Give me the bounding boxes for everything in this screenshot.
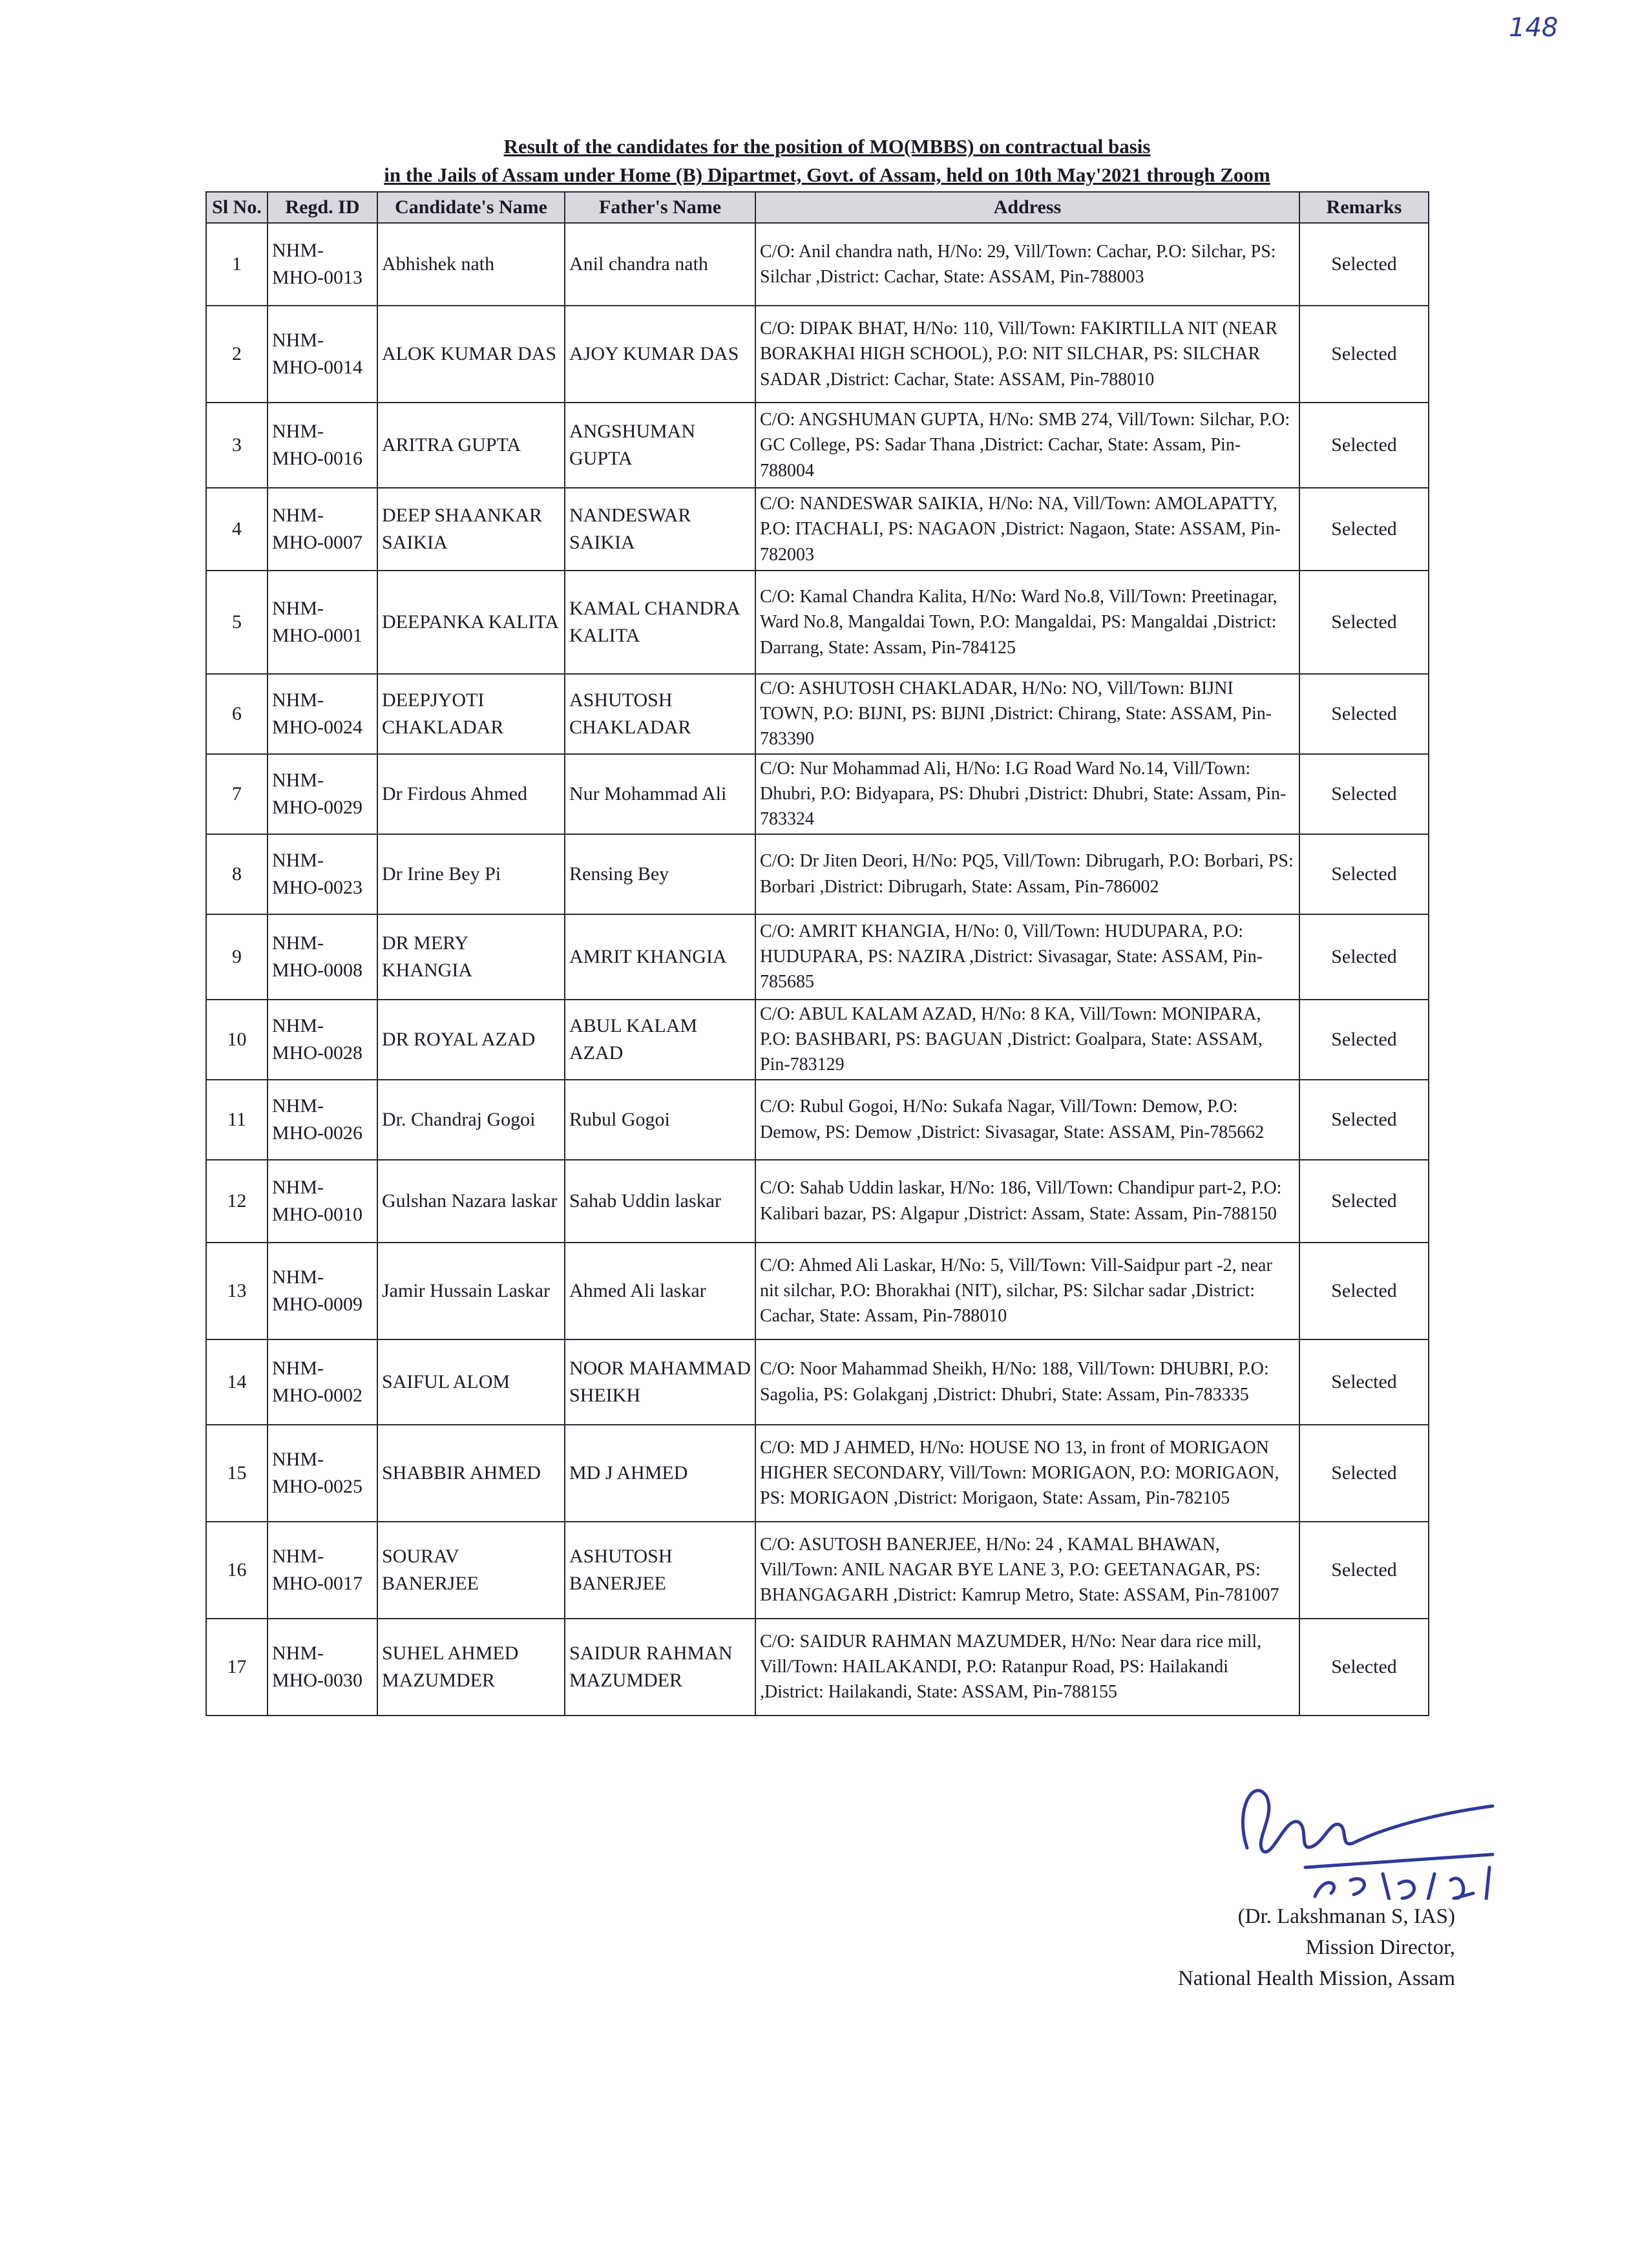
table-row bbox=[206, 674, 1429, 754]
cell-candidate-name: Jamir Hussain Laskar bbox=[377, 1243, 565, 1339]
cell-address: C/O: AMRIT KHANGIA, H/No: 0, Vill/Town: HUDUPARA, P.O: HUDUPARA, PS: NAZIRA ,District: Sivasagar, State: ASSAM, Pin-785685 bbox=[755, 914, 1299, 1000]
cell-regd-id: NHM-MHO-0009 bbox=[268, 1243, 377, 1339]
cell-sl-no: 7 bbox=[206, 754, 268, 834]
cell-remarks: Selected bbox=[1299, 754, 1429, 834]
cell-regd-id: NHM-MHO-0026 bbox=[268, 1080, 377, 1160]
table-row bbox=[206, 306, 1429, 403]
cell-remarks: Selected bbox=[1299, 914, 1429, 1000]
cell-father-name: Nur Mohammad Ali bbox=[565, 754, 755, 834]
table-row bbox=[206, 1160, 1429, 1243]
cell-address: C/O: Rubul Gogoi, H/No: Sukafa Nagar, Vill/Town: Demow, P.O: Demow, PS: Demow ,District: Sivasagar, State: ASSAM, Pin-785662 bbox=[755, 1080, 1299, 1160]
cell-sl-no: 12 bbox=[206, 1160, 268, 1243]
cell-father-name: NANDESWAR SAIKIA bbox=[565, 488, 755, 571]
cell-regd-id: NHM-MHO-0014 bbox=[268, 306, 377, 403]
cell-regd-id: NHM-MHO-0001 bbox=[268, 571, 377, 674]
cell-address: C/O: Noor Mahammad Sheikh, H/No: 188, Vill/Town: DHUBRI, P.O: Sagolia, PS: Golakganj ,District: Dhubri, State: Assam, Pin-783335 bbox=[755, 1339, 1299, 1425]
cell-candidate-name: ALOK KUMAR DAS bbox=[377, 306, 565, 403]
cell-address: C/O: Dr Jiten Deori, H/No: PQ5, Vill/Town: Dibrugarh, P.O: Borbari, PS: Borbari ,District: Dibrugarh, State: Assam, Pin-786002 bbox=[755, 834, 1299, 914]
cell-regd-id: NHM-MHO-0029 bbox=[268, 754, 377, 834]
cell-regd-id: NHM-MHO-0028 bbox=[268, 1000, 377, 1080]
cell-candidate-name: SUHEL AHMED MAZUMDER bbox=[377, 1619, 565, 1716]
cell-regd-id: NHM-MHO-0013 bbox=[268, 223, 377, 306]
results-table-body bbox=[206, 223, 1429, 1716]
cell-regd-id: NHM-MHO-0025 bbox=[268, 1425, 377, 1522]
cell-remarks: Selected bbox=[1299, 1000, 1429, 1080]
cell-candidate-name: Dr. Chandraj Gogoi bbox=[377, 1080, 565, 1160]
cell-father-name: AMRIT KHANGIA bbox=[565, 914, 755, 1000]
signatory-name: (Dr. Lakshmanan S, IAS) bbox=[1237, 1905, 1455, 1928]
cell-father-name: ASHUTOSH CHAKLADAR bbox=[565, 674, 755, 754]
header-regd-id: Regd. ID bbox=[268, 192, 377, 223]
cell-remarks: Selected bbox=[1299, 1080, 1429, 1160]
cell-candidate-name: DEEPJYOTI CHAKLADAR bbox=[377, 674, 565, 754]
cell-remarks: Selected bbox=[1299, 674, 1429, 754]
cell-sl-no: 3 bbox=[206, 403, 268, 488]
cell-remarks: Selected bbox=[1299, 834, 1429, 914]
cell-father-name: Rensing Bey bbox=[565, 834, 755, 914]
cell-remarks: Selected bbox=[1299, 1619, 1429, 1716]
cell-regd-id: NHM-MHO-0002 bbox=[268, 1339, 377, 1425]
cell-address: C/O: SAIDUR RAHMAN MAZUMDER, H/No: Near dara rice mill, Vill/Town: HAILAKANDI, P.O: Ratanpur Road, PS: Hailakandi ,District: Hailakandi, State: ASSAM, Pin-788155 bbox=[755, 1619, 1299, 1716]
cell-father-name: Ahmed Ali laskar bbox=[565, 1243, 755, 1339]
cell-address: C/O: MD J AHMED, H/No: HOUSE NO 13, in front of MORIGAON HIGHER SECONDARY, Vill/Town: MORIGAON, P.O: MORIGAON, PS: MORIGAON ,District: Morigaon, State: Assam, Pin-782105 bbox=[755, 1425, 1299, 1522]
cell-sl-no: 11 bbox=[206, 1080, 268, 1160]
cell-remarks: Selected bbox=[1299, 571, 1429, 674]
cell-candidate-name: DR ROYAL AZAD bbox=[377, 1000, 565, 1080]
cell-father-name: KAMAL CHANDRA KALITA bbox=[565, 571, 755, 674]
cell-candidate-name: ARITRA GUPTA bbox=[377, 403, 565, 488]
cell-address: C/O: ABUL KALAM AZAD, H/No: 8 KA, Vill/Town: MONIPARA, P.O: BASHBARI, PS: BAGUAN ,District: Goalpara, State: ASSAM, Pin-783129 bbox=[755, 1000, 1299, 1080]
cell-regd-id: NHM-MHO-0010 bbox=[268, 1160, 377, 1243]
cell-father-name: Anil chandra nath bbox=[565, 223, 755, 306]
cell-remarks: Selected bbox=[1299, 1160, 1429, 1243]
document-title bbox=[194, 132, 1460, 189]
header-candidate-name: Candidate's Name bbox=[377, 192, 565, 223]
cell-remarks: Selected bbox=[1299, 1425, 1429, 1522]
table-row bbox=[206, 914, 1429, 1000]
signatory-designation: Mission Director, bbox=[1305, 1936, 1455, 1959]
cell-remarks: Selected bbox=[1299, 1243, 1429, 1339]
cell-sl-no: 9 bbox=[206, 914, 268, 1000]
table-row bbox=[206, 834, 1429, 914]
table-row bbox=[206, 1522, 1429, 1619]
title-line-2: in the Jails of Assam under Home (B) Dipartmet, Govt. of Assam, held on 10th May'2021 through Zoom bbox=[384, 163, 1270, 186]
header-remarks: Remarks bbox=[1299, 192, 1429, 223]
cell-father-name: MD J AHMED bbox=[565, 1425, 755, 1522]
cell-sl-no: 14 bbox=[206, 1339, 268, 1425]
signatory-block bbox=[1178, 1901, 1455, 1994]
cell-address: C/O: ANGSHUMAN GUPTA, H/No: SMB 274, Vill/Town: Silchar, P.O: GC College, PS: Sadar Thana ,District: Cachar, State: Assam, Pin-788004 bbox=[755, 403, 1299, 488]
cell-address: C/O: ASUTOSH BANERJEE, H/No: 24 , KAMAL BHAWAN, Vill/Town: ANIL NAGAR BYE LANE 3, P.O: GEETANAGAR, PS: BHANGAGARH ,District: Kamrup Metro, State: ASSAM, Pin-781007 bbox=[755, 1522, 1299, 1619]
table-row bbox=[206, 1339, 1429, 1425]
header-father-name: Father's Name bbox=[565, 192, 755, 223]
cell-remarks: Selected bbox=[1299, 488, 1429, 571]
cell-address: C/O: Sahab Uddin laskar, H/No: 186, Vill/Town: Chandipur part-2, P.O: Kalibari bazar, PS: Algapur ,District: Assam, State: Assam, Pin-788150 bbox=[755, 1160, 1299, 1243]
signatory-organization: National Health Mission, Assam bbox=[1178, 1967, 1455, 1990]
cell-candidate-name: Dr Firdous Ahmed bbox=[377, 754, 565, 834]
cell-father-name: SAIDUR RAHMAN MAZUMDER bbox=[565, 1619, 755, 1716]
cell-remarks: Selected bbox=[1299, 403, 1429, 488]
cell-candidate-name: Abhishek nath bbox=[377, 223, 565, 306]
cell-address: C/O: DIPAK BHAT, H/No: 110, Vill/Town: FAKIRTILLA NIT (NEAR BORAKHAI HIGH SCHOOL), P.O: NIT SILCHAR, PS: SILCHAR SADAR ,District: Cachar, State: ASSAM, Pin-788010 bbox=[755, 306, 1299, 403]
cell-candidate-name: Gulshan Nazara laskar bbox=[377, 1160, 565, 1243]
results-table bbox=[205, 191, 1429, 1716]
cell-address: C/O: Anil chandra nath, H/No: 29, Vill/Town: Cachar, P.O: Silchar, PS: Silchar ,District: Cachar, State: ASSAM, Pin-788003 bbox=[755, 223, 1299, 306]
table-row bbox=[206, 403, 1429, 488]
cell-father-name: Sahab Uddin laskar bbox=[565, 1160, 755, 1243]
cell-sl-no: 1 bbox=[206, 223, 268, 306]
cell-father-name: ABUL KALAM AZAD bbox=[565, 1000, 755, 1080]
cell-remarks: Selected bbox=[1299, 1339, 1429, 1425]
table-row bbox=[206, 1000, 1429, 1080]
cell-candidate-name: SHABBIR AHMED bbox=[377, 1425, 565, 1522]
cell-candidate-name: DEEP SHAANKAR SAIKIA bbox=[377, 488, 565, 571]
title-line-1: Result of the candidates for the position of MO(MBBS) on contractual basis bbox=[503, 135, 1151, 158]
cell-candidate-name: Dr Irine Bey Pi bbox=[377, 834, 565, 914]
cell-father-name: AJOY KUMAR DAS bbox=[565, 306, 755, 403]
cell-remarks: Selected bbox=[1299, 223, 1429, 306]
table-row bbox=[206, 488, 1429, 571]
table-row bbox=[206, 223, 1429, 306]
cell-candidate-name: DEEPANKA KALITA bbox=[377, 571, 565, 674]
cell-address: C/O: Kamal Chandra Kalita, H/No: Ward No.8, Vill/Town: Preetinagar, Ward No.8, Mangaldai Town, P.O: Mangaldai, PS: Mangaldai ,District: Darrang, State: Assam, Pin-784125 bbox=[755, 571, 1299, 674]
table-row bbox=[206, 1080, 1429, 1160]
cell-sl-no: 15 bbox=[206, 1425, 268, 1522]
cell-sl-no: 10 bbox=[206, 1000, 268, 1080]
table-row bbox=[206, 1243, 1429, 1339]
cell-sl-no: 6 bbox=[206, 674, 268, 754]
cell-regd-id: NHM-MHO-0008 bbox=[268, 914, 377, 1000]
handwritten-signature bbox=[1228, 1770, 1531, 1900]
table-header-row bbox=[206, 192, 1429, 223]
header-sl-no: Sl No. bbox=[206, 192, 268, 223]
header-address: Address bbox=[755, 192, 1299, 223]
cell-address: C/O: ASHUTOSH CHAKLADAR, H/No: NO, Vill/Town: BIJNI TOWN, P.O: BIJNI, PS: BIJNI ,District: Chirang, State: ASSAM, Pin-783390 bbox=[755, 674, 1299, 754]
cell-regd-id: NHM-MHO-0030 bbox=[268, 1619, 377, 1716]
cell-regd-id: NHM-MHO-0024 bbox=[268, 674, 377, 754]
cell-father-name: ANGSHUMAN GUPTA bbox=[565, 403, 755, 488]
cell-sl-no: 5 bbox=[206, 571, 268, 674]
cell-regd-id: NHM-MHO-0017 bbox=[268, 1522, 377, 1619]
cell-regd-id: NHM-MHO-0007 bbox=[268, 488, 377, 571]
cell-sl-no: 16 bbox=[206, 1522, 268, 1619]
cell-sl-no: 8 bbox=[206, 834, 268, 914]
cell-father-name: NOOR MAHAMMAD SHEIKH bbox=[565, 1339, 755, 1425]
cell-candidate-name: SOURAV BANERJEE bbox=[377, 1522, 565, 1619]
cell-sl-no: 4 bbox=[206, 488, 268, 571]
cell-father-name: ASHUTOSH BANERJEE bbox=[565, 1522, 755, 1619]
cell-sl-no: 17 bbox=[206, 1619, 268, 1716]
cell-regd-id: NHM-MHO-0023 bbox=[268, 834, 377, 914]
table-row bbox=[206, 1619, 1429, 1716]
cell-sl-no: 2 bbox=[206, 306, 268, 403]
table-row bbox=[206, 1425, 1429, 1522]
cell-candidate-name: SAIFUL ALOM bbox=[377, 1339, 565, 1425]
page-number: 148 bbox=[1509, 13, 1559, 43]
cell-sl-no: 13 bbox=[206, 1243, 268, 1339]
cell-address: C/O: Nur Mohammad Ali, H/No: I.G Road Ward No.14, Vill/Town: Dhubri, P.O: Bidyapara, PS: Dhubri ,District: Dhubri, State: Assam, Pin-783324 bbox=[755, 754, 1299, 834]
table-row bbox=[206, 571, 1429, 674]
cell-remarks: Selected bbox=[1299, 1522, 1429, 1619]
cell-remarks: Selected bbox=[1299, 306, 1429, 403]
cell-address: C/O: NANDESWAR SAIKIA, H/No: NA, Vill/Town: AMOLAPATTY, P.O: ITACHALI, PS: NAGAON ,District: Nagaon, State: ASSAM, Pin-782003 bbox=[755, 488, 1299, 571]
cell-father-name: Rubul Gogoi bbox=[565, 1080, 755, 1160]
cell-candidate-name: DR MERY KHANGIA bbox=[377, 914, 565, 1000]
cell-regd-id: NHM-MHO-0016 bbox=[268, 403, 377, 488]
cell-address: C/O: Ahmed Ali Laskar, H/No: 5, Vill/Town: Vill-Saidpur part -2, near nit silchar, P.O: Bhorakhai (NIT), silchar, PS: Silchar sadar ,District: Cachar, State: Assam, Pin-788010 bbox=[755, 1243, 1299, 1339]
table-row bbox=[206, 754, 1429, 834]
